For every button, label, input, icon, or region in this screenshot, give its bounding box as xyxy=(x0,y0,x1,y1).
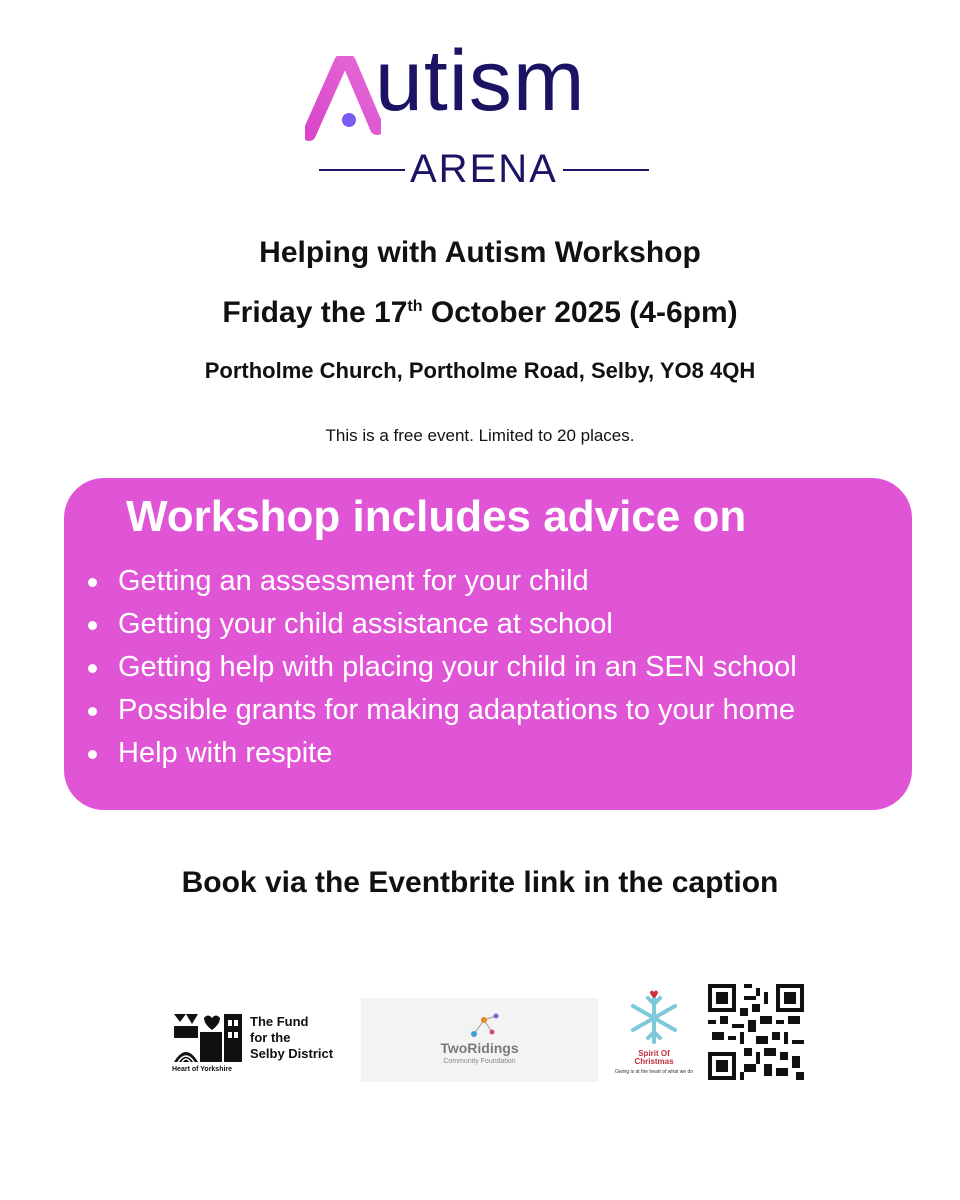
advice-heading: Workshop includes advice on xyxy=(126,492,747,541)
soc-name xyxy=(604,1050,704,1066)
tworidings-logo xyxy=(361,998,598,1082)
booking-cta: Book via the Eventbrite link in the caption xyxy=(181,866,779,899)
fund-name-line: for the xyxy=(250,1030,291,1045)
logo-wordmark: utism xyxy=(375,33,586,129)
list-item: Help with respite xyxy=(86,732,797,775)
event-date xyxy=(0,296,960,330)
logo-divider-left xyxy=(319,169,405,171)
event-date-rest: October 2025 (4-6pm) xyxy=(422,296,738,329)
network-icon xyxy=(466,1010,502,1040)
fund-org: Heart of Yorkshire xyxy=(172,1066,233,1073)
event-note: This is a free event. Limited to 20 places. xyxy=(325,426,635,445)
logo-divider-right xyxy=(563,169,649,171)
heart-of-yorkshire-icon xyxy=(172,1012,244,1064)
event-date-suffix: th xyxy=(407,298,423,315)
spirit-of-christmas-logo xyxy=(604,988,704,1083)
tworidings-subtitle: Community Foundation xyxy=(443,1058,516,1065)
logo-a-mark-icon xyxy=(305,56,381,142)
tworidings-name: TwoRidings xyxy=(440,1040,519,1056)
logo-subtitle: ARENA xyxy=(410,147,558,191)
event-date-main: Friday the 17 xyxy=(222,296,408,329)
soc-tagline: Giving is at the heart of what we do xyxy=(614,1069,694,1075)
fund-name-line: Selby District xyxy=(250,1046,334,1061)
fund-name-line: The Fund xyxy=(250,1014,309,1029)
advice-list xyxy=(86,560,797,775)
list-item: Getting an assessment for your child xyxy=(86,560,797,603)
soc-name-line: Spirit Of xyxy=(638,1049,670,1058)
event-title: Helping with Autism Workshop xyxy=(259,236,701,269)
qr-code-icon xyxy=(708,984,804,1080)
list-item: Possible grants for making adaptations to your home xyxy=(86,689,797,732)
event-venue: Portholme Church, Portholme Road, Selby, YO8 4QH xyxy=(204,358,756,383)
advice-panel xyxy=(64,478,912,810)
list-item: Getting your child assistance at school xyxy=(86,603,797,646)
heart-of-yorkshire-logo xyxy=(172,1012,352,1082)
autism-arena-logo xyxy=(305,33,665,197)
soc-name-line: Christmas xyxy=(634,1057,674,1066)
snowflake-icon xyxy=(624,988,684,1048)
fund-name xyxy=(250,1014,333,1062)
list-item: Getting help with placing your child in an SEN school xyxy=(86,646,797,689)
